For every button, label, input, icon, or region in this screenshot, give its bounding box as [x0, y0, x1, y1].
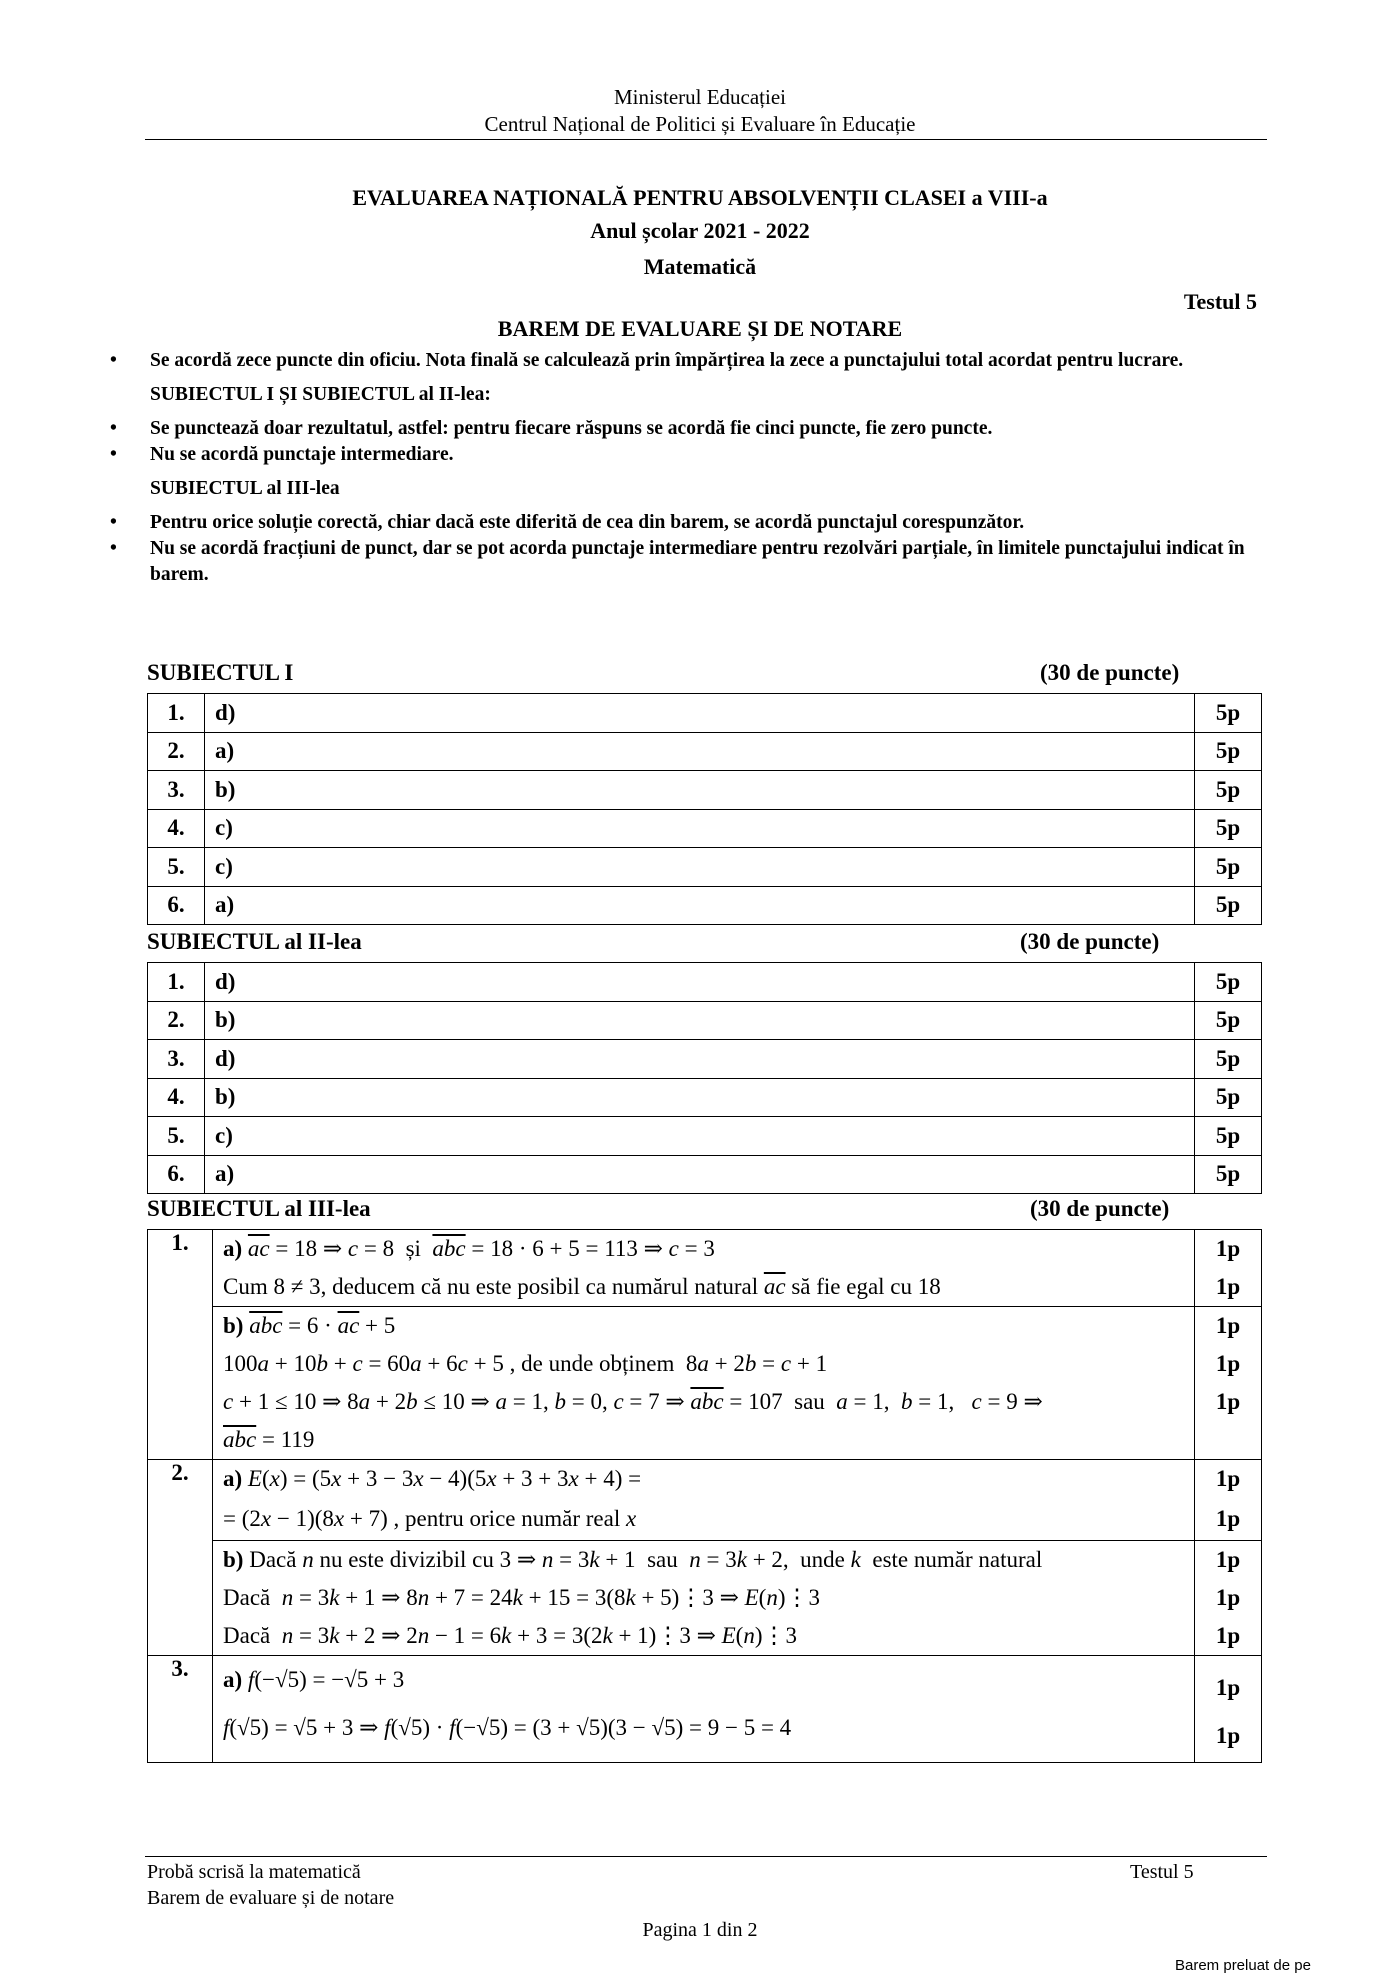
points-value: 1p: [1215, 1675, 1241, 1700]
section-points: (30 de puncte): [1020, 929, 1160, 954]
answer-number: 2.: [148, 1001, 205, 1040]
solution-line: $\overline{abc} = 119$: [223, 1427, 315, 1452]
answer-points: 5p: [1195, 848, 1262, 887]
answer-number: 3.: [148, 1040, 205, 1079]
answer-choice: b): [205, 771, 1195, 810]
section-2-table: [147, 962, 1262, 1194]
section-points: (30 de puncte): [1030, 1196, 1170, 1221]
problem-1-row-b: [148, 1307, 1262, 1460]
answer-row: [148, 1078, 1262, 1117]
instructions: [110, 348, 1260, 588]
instruction-text: Nu se acordă fracțiuni de punct, dar se pot acorda punctaje intermediare pentru rezolvări parțiale, în limitele punctajului indicat în barem.: [150, 538, 1245, 585]
points-value: 1p: [1215, 1723, 1241, 1748]
subject-title: Matematică: [643, 254, 757, 279]
points-value: 1p: [1215, 1623, 1241, 1648]
section-1-table: [147, 693, 1262, 925]
instruction-text: Se punctează doar rezultatul, astfel: pentru fiecare răspuns se acordă fie cinci puncte, fie zero puncte.: [150, 418, 993, 439]
school-year: Anul școlar 2021 - 2022: [590, 218, 810, 243]
solution-text: sau: [647, 1547, 678, 1572]
instruction-item: • Nu se acordă punctaje intermediare.: [110, 444, 454, 465]
points-value: 1p: [1215, 1389, 1241, 1414]
answer-number: 5.: [148, 848, 205, 887]
problem-1-row-a: [148, 1230, 1262, 1307]
answer-points: 5p: [1195, 1117, 1262, 1156]
answer-choice: d): [205, 963, 1195, 1002]
source-note: Barem preluat de pe: [1175, 1957, 1311, 1974]
solution-line: a) f(−√5) = −√5 + 3: [223, 1667, 405, 1692]
answer-points: 5p: [1195, 809, 1262, 848]
points-column: [1195, 1230, 1262, 1307]
section-title: SUBIECTUL I: [147, 660, 294, 685]
answer-points: 5p: [1195, 732, 1262, 771]
answer-row: [148, 1001, 1262, 1040]
answer-points: 5p: [1195, 1155, 1262, 1194]
points-column: [1195, 1656, 1262, 1763]
answer-row: [148, 1117, 1262, 1156]
solution-text: nu este divizibil cu: [319, 1547, 494, 1572]
answer-choice: b): [205, 1001, 1195, 1040]
solution-line: 100a + 10b + c = 60a + 6c + 5 , de unde obținem 8a + 2b = c + 1: [223, 1351, 828, 1376]
points-column: [1195, 1541, 1262, 1656]
footer-exam: Probă scrisă la matematică: [147, 1861, 361, 1883]
instruction-item: • Se acordă zece puncte din oficiu. Nota finală se calculează prin împărțirea la zece a punctajului total acordat pentru lucrare.: [110, 350, 1184, 371]
test-number: Testul 5: [1183, 289, 1257, 314]
answer-number: 6.: [148, 1155, 205, 1194]
answer-points: 5p: [1195, 694, 1262, 733]
problem-number: 1.: [148, 1230, 213, 1460]
center-header: Centrul Național de Politici și Evaluare în Educație: [484, 112, 916, 136]
solution-line: = (2x − 1)(8x + 7) , pentru orice număr real x: [223, 1506, 637, 1531]
solution-line: Cum 8 ≠ 3, deducem că nu este posibil ca numărul natural $\overline{ac}$ să fie egal cu 18: [223, 1274, 941, 1299]
solution-text: Dacă: [223, 1585, 271, 1610]
answer-points: 5p: [1195, 1078, 1262, 1117]
instruction-text: Pentru orice soluție corectă, chiar dacă este diferită de cea din barem, se acordă punctajul corespunzător.: [150, 512, 1025, 533]
solution-line: Dacă n = 3k + 2 ⇒ 2n − 1 = 6k + 3 = 3(2k + 1)⋮3 ⇒ E(n)⋮3: [223, 1623, 798, 1648]
problem-1a-solution: [213, 1230, 1195, 1307]
solution-text: Dacă: [223, 1623, 271, 1648]
answer-number: 2.: [148, 732, 205, 771]
answer-choice: c): [205, 1117, 1195, 1156]
exam-title: EVALUAREA NAȚIONALĂ PENTRU ABSOLVENȚII CLASEI a VIII-a: [352, 185, 1048, 210]
points-value: 1p: [1215, 1274, 1241, 1299]
solution-line: b) $\overline{abc} = 6 \cdot \overline{ac} + 5$: [223, 1313, 396, 1338]
answer-number: 1.: [148, 694, 205, 733]
section-2-heading: [147, 929, 1197, 955]
answer-choice: a): [205, 886, 1195, 925]
points-column: [1195, 1307, 1262, 1460]
solution-line: a) $\overline{ac} = 18$ ⇒ c = 8 și $\overline{abc} = 18 \cdot 6 + 5 = 113$ ⇒ c = 3: [223, 1236, 715, 1261]
solution-line: Dacă n = 3k + 1 ⇒ 8n + 7 = 24k + 15 = 3(8k + 5)⋮3 ⇒ E(n)⋮3: [223, 1585, 821, 1610]
instruction-item: • Se punctează doar rezultatul, astfel: pentru fiecare răspuns se acordă fie cinci puncte, fie zero puncte.: [110, 418, 993, 439]
problem-3-row-a: [148, 1656, 1262, 1763]
section-title: SUBIECTUL al III-lea: [147, 1196, 371, 1221]
answer-points: 5p: [1195, 1001, 1262, 1040]
points-value: 1p: [1215, 1313, 1241, 1338]
answer-choice: a): [205, 1155, 1195, 1194]
problem-2-row-a: [148, 1460, 1262, 1541]
answer-number: 6.: [148, 886, 205, 925]
answer-points: 5p: [1195, 1040, 1262, 1079]
footer-divider: [145, 1856, 1267, 1857]
instruction-heading: SUBIECTUL I ȘI SUBIECTUL al II-lea:: [150, 384, 491, 405]
answer-row: [148, 732, 1262, 771]
problem-2b-solution: [213, 1541, 1195, 1656]
answer-choice: c): [205, 809, 1195, 848]
points-value: 1p: [1215, 1466, 1241, 1491]
answer-number: 1.: [148, 963, 205, 1002]
answer-number: 4.: [148, 809, 205, 848]
instruction-heading: SUBIECTUL al III-lea: [150, 478, 340, 499]
points-column: [1195, 1460, 1262, 1541]
solution-line: c + 1 ≤ 10 ⇒ 8a + 2b ≤ 10 ⇒ a = 1, b = 0, c = 7 ⇒ $\overline{abc} = 107$ sau a = 1, b = 1, c = 9 ⇒: [223, 1389, 1043, 1414]
answer-choice: b): [205, 1078, 1195, 1117]
answer-points: 5p: [1195, 886, 1262, 925]
points-value: 1p: [1215, 1351, 1241, 1376]
answer-row: [148, 771, 1262, 810]
section-3-table: [147, 1229, 1262, 1763]
solution-text: să fie egal cu 18: [791, 1274, 941, 1299]
answer-row: [148, 694, 1262, 733]
points-value: 1p: [1215, 1506, 1241, 1531]
section-1-heading: [147, 660, 1197, 686]
answer-choice: a): [205, 732, 1195, 771]
instruction-text: Nu se acordă punctaje intermediare.: [150, 444, 454, 465]
instruction-item: • Pentru orice soluție corectă, chiar dacă este diferită de cea din barem, se acordă punctajul corespunzător.: [110, 512, 1025, 533]
solution-text: unde: [800, 1547, 845, 1572]
solution-text: pentru orice număr real: [405, 1506, 621, 1531]
answer-points: 5p: [1195, 771, 1262, 810]
problem-2-row-b: [148, 1541, 1262, 1656]
problem-2a-solution: [213, 1460, 1195, 1541]
answer-row: [148, 886, 1262, 925]
solution-text: este număr natural: [872, 1547, 1043, 1572]
answer-number: 5.: [148, 1117, 205, 1156]
solution-text: Dacă: [249, 1547, 297, 1572]
answer-choice: d): [205, 1040, 1195, 1079]
problem-3a-solution: [213, 1656, 1195, 1763]
section-title: SUBIECTUL al II-lea: [147, 929, 362, 954]
header-divider: [145, 139, 1267, 140]
footer-barem: Barem de evaluare și de notare: [147, 1887, 395, 1909]
answer-row: [148, 1155, 1262, 1194]
answer-row: [148, 848, 1262, 887]
answer-points: 5p: [1195, 963, 1262, 1002]
answer-choice: d): [205, 694, 1195, 733]
solution-line: a) E(x) = (5x + 3 − 3x − 4)(5x + 3 + 3x + 4) =: [223, 1466, 642, 1491]
answer-number: 4.: [148, 1078, 205, 1117]
answer-choice: c): [205, 848, 1195, 887]
instruction-text: Se acordă zece puncte din oficiu. Nota finală se calculează prin împărțirea la zece a punctajului total acordat pentru lucrare.: [150, 350, 1184, 371]
answer-row: [148, 963, 1262, 1002]
section-points: (30 de puncte): [1040, 660, 1180, 685]
solution-line: f(√5) = √5 + 3 ⇒ f(√5) · f(−√5) = (3 + √5)(3 − √5) = 9 − 5 = 4: [223, 1715, 792, 1740]
points-value: 1p: [1215, 1236, 1241, 1261]
solution-text: de unde obținem: [521, 1351, 675, 1376]
problem-1b-solution: [213, 1307, 1195, 1460]
instruction-item: • Nu se acordă fracțiuni de punct, dar se pot acorda punctaje intermediare pentru rezolvări parțiale, în limitele punctajului indicat în barem.: [110, 538, 1245, 585]
solution-text: Cum 8 ≠ 3, deducem că nu este posibil ca numărul natural: [223, 1274, 759, 1299]
footer-test: Testul 5: [1130, 1861, 1194, 1883]
solution-line: b) Dacă n nu este divizibil cu 3 ⇒ n = 3k + 1 sau n = 3k + 2, unde k este număr natural: [223, 1547, 1043, 1572]
answer-number: 3.: [148, 771, 205, 810]
barem-title: BAREM DE EVALUARE ȘI DE NOTARE: [497, 316, 903, 341]
problem-number: 2.: [148, 1460, 213, 1656]
ministry-header: Ministerul Educației: [613, 85, 787, 109]
points-value: 1p: [1215, 1547, 1241, 1572]
page-number: Pagina 1 din 2: [642, 1919, 758, 1941]
answer-row: [148, 809, 1262, 848]
answer-row: [148, 1040, 1262, 1079]
points-value: 1p: [1215, 1585, 1241, 1610]
problem-number: 3.: [148, 1656, 213, 1763]
section-3-heading: [147, 1196, 1197, 1222]
